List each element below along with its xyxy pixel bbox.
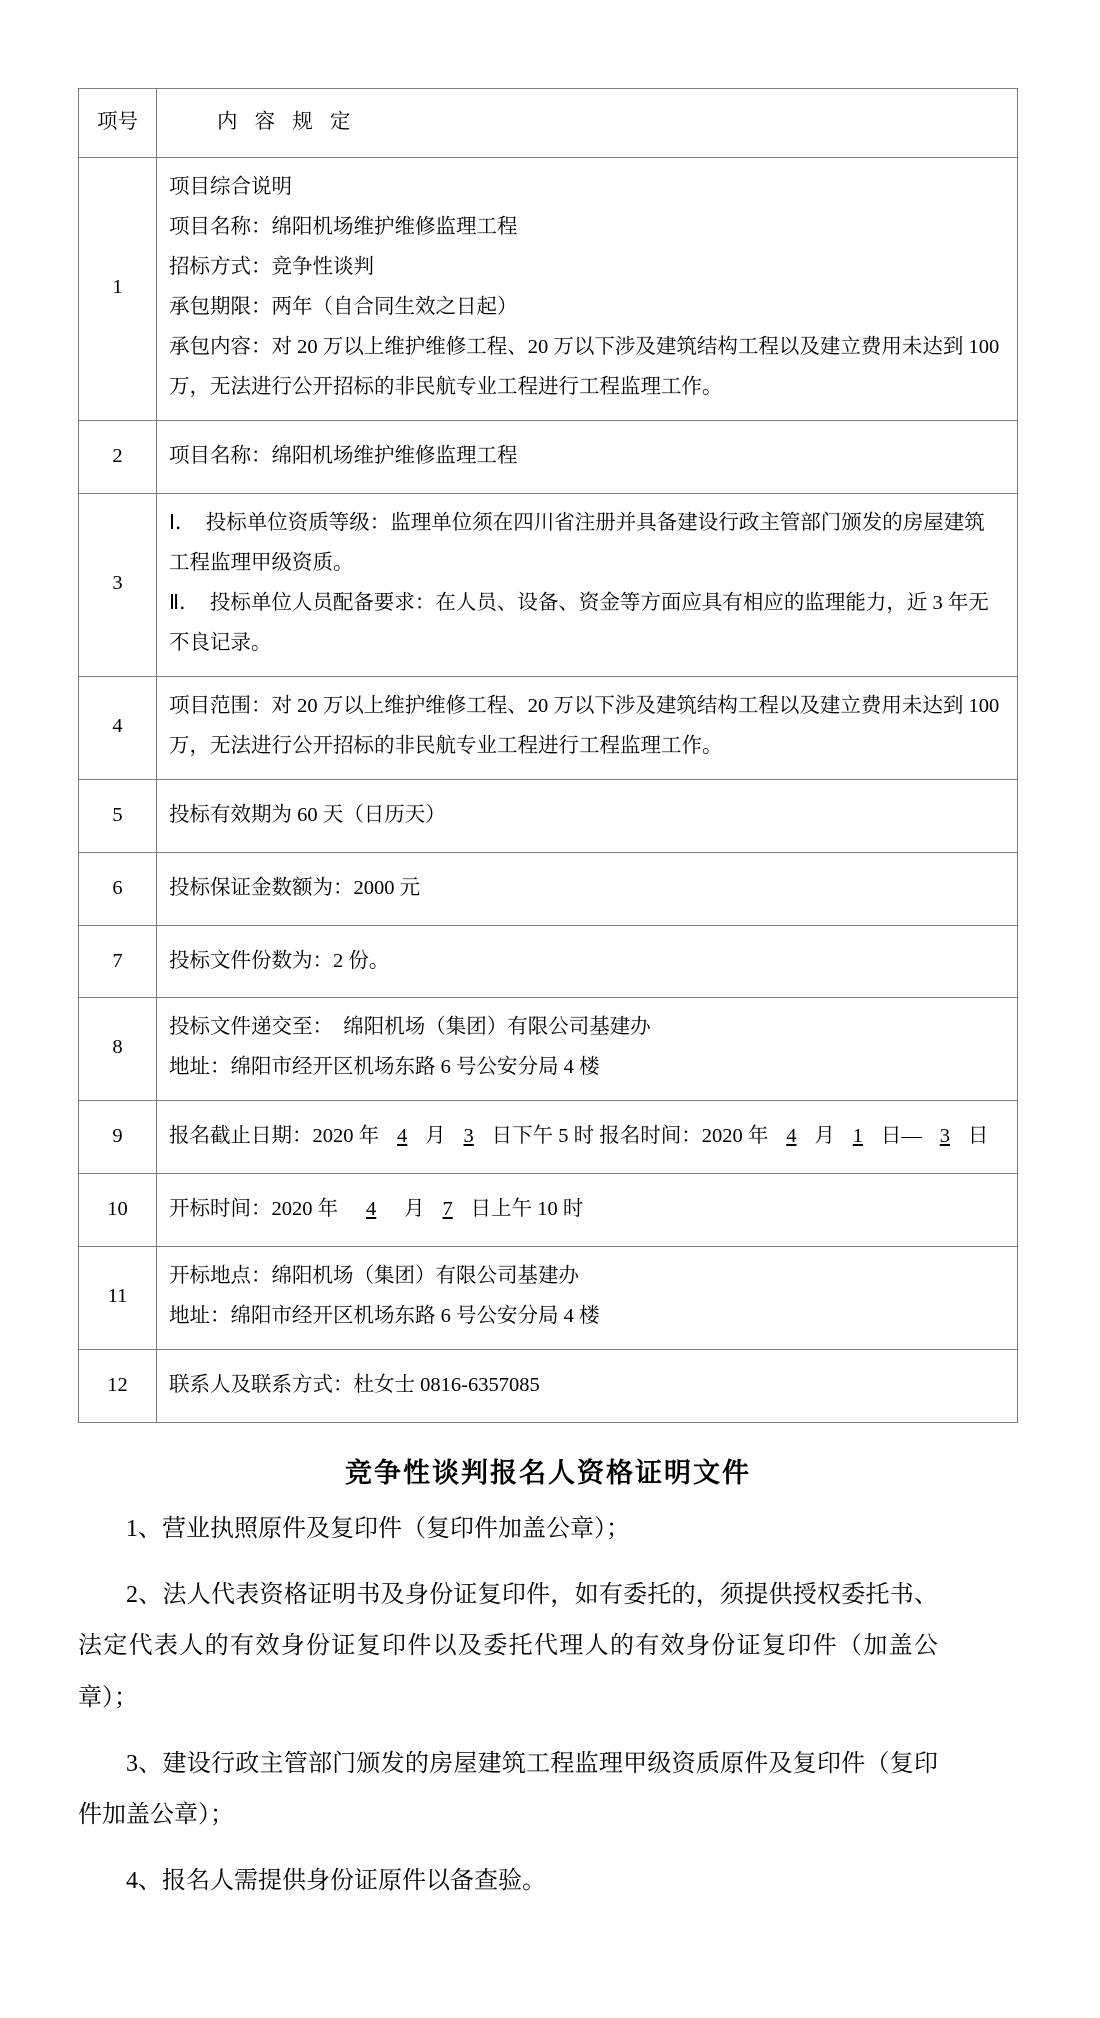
bid-open-prefix: 开标时间：2020 年 bbox=[169, 1198, 339, 1221]
signup-dash: 日— bbox=[880, 1125, 922, 1148]
row-no: 11 bbox=[79, 1247, 157, 1350]
table-row bbox=[79, 1350, 1018, 1423]
deadline-prefix: 报名截止日期：2020 年 bbox=[169, 1125, 380, 1148]
row-content bbox=[157, 998, 1018, 1101]
row-paragraph: 项目范围：对 20 万以上维护维修工程、20 万以下涉及建筑结构工程以及建立费用未达到 100 万，无法进行公开招标的非民航专业工程进行工程监理工作。 bbox=[169, 694, 1000, 757]
bid-open-day: 7 bbox=[442, 1198, 453, 1221]
row-line: 项目综合说明 bbox=[169, 175, 292, 198]
table-row bbox=[79, 998, 1018, 1101]
row-content bbox=[157, 676, 1018, 779]
bid-notice-table bbox=[78, 88, 1018, 1423]
signup-day-end: 3 bbox=[939, 1125, 950, 1148]
table-row bbox=[79, 676, 1018, 779]
table-row bbox=[79, 493, 1018, 676]
header-cell-item-no: 项号 bbox=[79, 89, 157, 158]
table-header-row bbox=[79, 89, 1018, 158]
row-line: 投标保证金数额为：2000 元 bbox=[169, 876, 421, 899]
row-no: 5 bbox=[79, 779, 157, 852]
qualification-list bbox=[78, 1504, 938, 1907]
deadline-mid1: 月 bbox=[425, 1125, 446, 1148]
row-content bbox=[157, 420, 1018, 493]
signup-suffix: 日 bbox=[967, 1125, 989, 1148]
row-no: 1 bbox=[79, 157, 157, 420]
row-line: 地址：绵阳市经开区机场东路 6 号公安分局 4 楼 bbox=[169, 1305, 600, 1328]
table-row bbox=[79, 852, 1018, 925]
row-content bbox=[157, 1350, 1018, 1423]
row-content bbox=[157, 157, 1018, 420]
document-page bbox=[0, 88, 1100, 2018]
list-item: 1、营业执照原件及复印件（复印件加盖公章）； bbox=[126, 1516, 630, 1543]
bid-open-month: 4 bbox=[366, 1198, 377, 1221]
row-line: 开标地点：绵阳机场（集团）有限公司基建办 bbox=[169, 1265, 579, 1288]
table-row bbox=[79, 925, 1018, 998]
row-paragraph: Ⅱ． 投标单位人员配备要求：在人员、设备、资金等方面应具有相应的监理能力，近 3 年无不良记录。 bbox=[169, 591, 989, 654]
row-no: 12 bbox=[79, 1350, 157, 1423]
row-no: 7 bbox=[79, 925, 157, 998]
signup-mid: 月 bbox=[814, 1125, 835, 1148]
table-row bbox=[79, 1174, 1018, 1247]
row-no: 10 bbox=[79, 1174, 157, 1247]
row-paragraph: 承包内容：对 20 万以上维护维修工程、20 万以下涉及建筑结构工程以及建立费用未达到 100 万，无法进行公开招标的非民航专业工程进行工程监理工作。 bbox=[169, 335, 1000, 398]
table-row bbox=[79, 779, 1018, 852]
row-line: 投标文件份数为：2 份。 bbox=[169, 949, 390, 972]
bid-open-mid: 月 bbox=[404, 1198, 425, 1221]
table-row bbox=[79, 157, 1018, 420]
row-paragraph: Ⅰ． 投标单位资质等级：监理单位须在四川省注册并具备建设行政主管部门颁发的房屋建筑工程监理甲级资质。 bbox=[169, 511, 985, 574]
row-no: 9 bbox=[79, 1101, 157, 1174]
signup-prefix: 报名时间：2020 年 bbox=[599, 1125, 769, 1148]
list-item: 4、报名人需提供身份证原件以备查验。 bbox=[126, 1867, 546, 1894]
deadline-day: 3 bbox=[463, 1125, 474, 1148]
row-line: 地址：绵阳市经开区机场东路 6 号公安分局 4 楼 bbox=[169, 1056, 600, 1079]
row-line: 承包期限：两年（自合同生效之日起） bbox=[169, 295, 518, 318]
list-item: 2、法人代表资格证明书及身份证复印件，如有委托的，须提供授权委托书、法定代表人的有效身份证复印件以及委托代理人的有效身份证复印件（加盖公章）； bbox=[78, 1581, 938, 1712]
row-content bbox=[157, 1247, 1018, 1350]
deadline-month: 4 bbox=[397, 1125, 408, 1148]
row-content-bid-open bbox=[157, 1174, 1018, 1247]
row-content bbox=[157, 852, 1018, 925]
row-no: 8 bbox=[79, 998, 157, 1101]
signup-day-start: 1 bbox=[852, 1125, 863, 1148]
header-cell-content: 内 容 规 定 bbox=[157, 89, 1018, 158]
row-content bbox=[157, 779, 1018, 852]
table-row bbox=[79, 1247, 1018, 1350]
row-no: 6 bbox=[79, 852, 157, 925]
section-title: 竞争性谈判报名人资格证明文件 bbox=[345, 1458, 751, 1489]
row-line: 投标文件递交至： 绵阳机场（集团）有限公司基建办 bbox=[169, 1016, 651, 1039]
row-content bbox=[157, 925, 1018, 998]
row-line: 项目名称：绵阳机场维护维修监理工程 bbox=[169, 444, 518, 467]
row-no: 2 bbox=[79, 420, 157, 493]
row-no: 4 bbox=[79, 676, 157, 779]
deadline-line bbox=[169, 1117, 1005, 1157]
table-row bbox=[79, 1101, 1018, 1174]
row-line: 投标有效期为 60 天（日历天） bbox=[169, 803, 446, 826]
row-content bbox=[157, 493, 1018, 676]
row-line: 招标方式：竞争性谈判 bbox=[169, 255, 374, 278]
bid-open-line bbox=[169, 1190, 1005, 1230]
bid-open-suffix: 日上午 10 时 bbox=[470, 1198, 584, 1221]
list-item: 3、建设行政主管部门颁发的房屋建筑工程监理甲级资质原件及复印件（复印件加盖公章）； bbox=[78, 1750, 938, 1829]
deadline-mid2: 日下午 5 时 bbox=[491, 1125, 595, 1148]
signup-month: 4 bbox=[786, 1125, 797, 1148]
row-line: 项目名称：绵阳机场维护维修监理工程 bbox=[169, 215, 518, 238]
row-line: 联系人及联系方式：杜女士 0816-6357085 bbox=[169, 1374, 540, 1397]
row-no: 3 bbox=[79, 493, 157, 676]
row-content-deadline bbox=[157, 1101, 1018, 1174]
table-row bbox=[79, 420, 1018, 493]
